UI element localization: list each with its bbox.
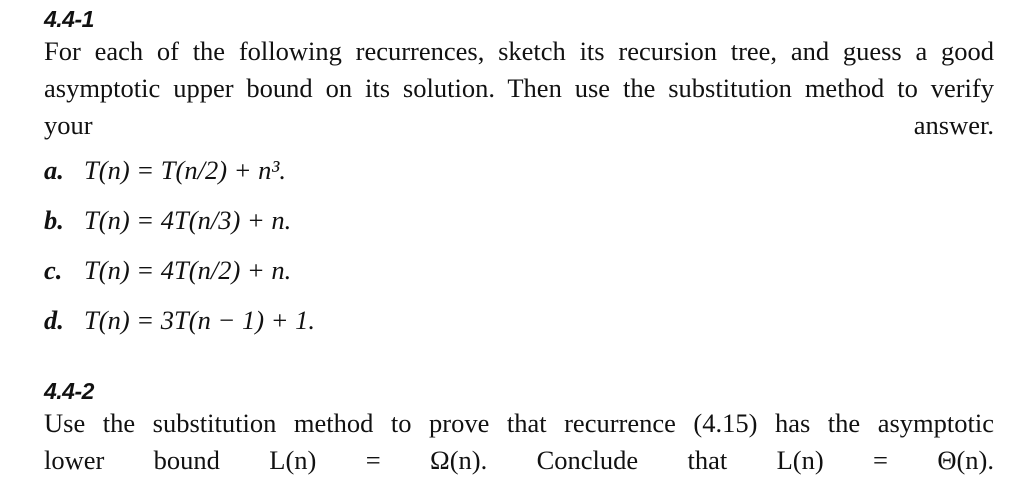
item-label: c.	[44, 255, 63, 285]
intro-line: For each of the following recurrences, sketch its recursion tree, and guess a good	[44, 36, 994, 66]
recurrence-item-a	[44, 155, 286, 186]
item-label: b.	[44, 205, 64, 235]
recurrence-item-b	[44, 205, 291, 236]
recurrence-equation: T(n) = 4T(n/3) + n.	[84, 205, 292, 235]
exercise-intro	[44, 33, 994, 144]
intro-line: asymptotic upper bound on its solution. Then use the substitution method to verify	[44, 73, 994, 103]
recurrence-equation: T(n) = 3T(n − 1) + 1.	[84, 305, 316, 335]
exercise-number: 4.4-1	[44, 6, 94, 32]
item-label: a.	[44, 155, 64, 185]
recurrence-equation: T(n) = T(n/2) + n³.	[84, 155, 286, 185]
recurrence-equation: T(n) = 4T(n/2) + n.	[84, 255, 292, 285]
recurrence-item-c	[44, 255, 291, 286]
exercise-text	[44, 405, 994, 479]
text-line: lower bound L(n) = Ω(n). Conclude that L(n) = Θ(n).	[44, 445, 994, 475]
item-label: d.	[44, 305, 64, 335]
intro-line: your answer.	[44, 110, 994, 140]
recurrence-item-d	[44, 305, 315, 336]
exercise-number: 4.4-2	[44, 378, 94, 404]
text-line: Use the substitution method to prove that recurrence (4.15) has the asymptotic	[44, 408, 994, 438]
